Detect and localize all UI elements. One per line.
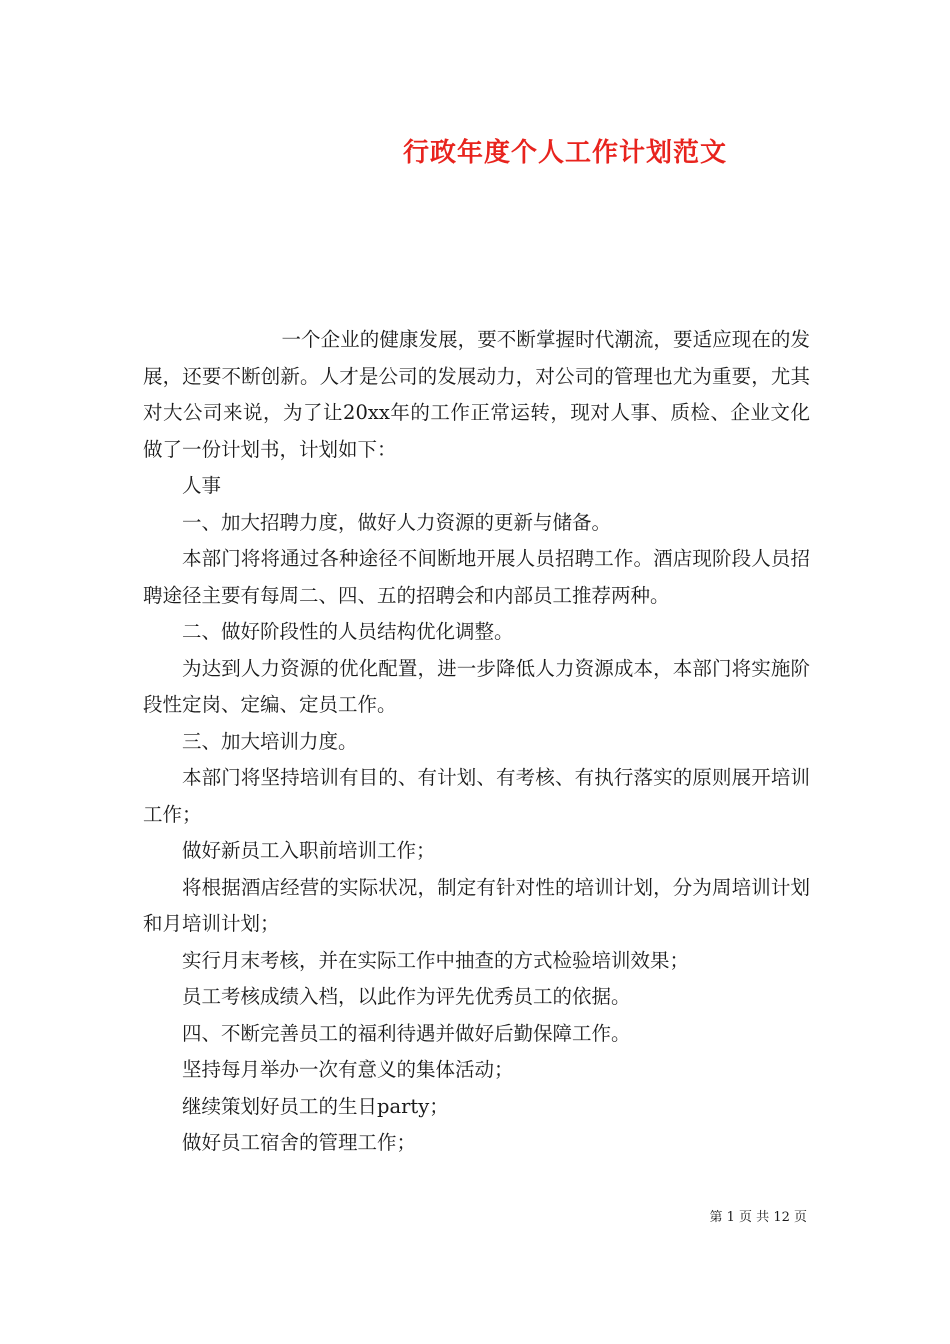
document-title: 行政年度个人工作计划范文 — [402, 138, 727, 168]
paragraph: 做好员工宿舍的管理工作； — [182, 1131, 417, 1154]
subheading: 三、加大培训力度。 — [182, 729, 358, 753]
section-heading: 人事 — [182, 474, 222, 497]
paragraph: 为达到人力资源的优化配置，进一步降低人力资源成本，本部门将实施阶段性定岗、定编、定员工作。 — [143, 656, 810, 716]
paragraph: 将根据酒店经营的实际状况，制定有针对性的培训计划，分为周培训计划和月培训计划； — [143, 875, 810, 935]
document-body — [143, 322, 810, 1162]
paragraph: 实行月末考核，并在实际工作中抽查的方式检验培训效果； — [182, 948, 690, 972]
subheading: 四、不断完善员工的福利待遇并做好后勤保障工作。 — [182, 1021, 631, 1045]
page-number-footer: 第 1 页 共 12 页 — [709, 1210, 807, 1225]
paragraph: 做好新员工入职前培训工作； — [182, 839, 436, 862]
paragraph: 员工考核成绩入档，以此作为评先优秀员工的依据。 — [182, 985, 631, 1008]
paragraph: 本部门将将通过各种途径不间断地开展人员招聘工作。酒店现阶段人员招聘途径主要有每周二、四、五的招聘会和内部员工推荐两种。 — [143, 547, 810, 607]
paragraph: 坚持每月举办一次有意义的集体活动； — [182, 1058, 514, 1081]
subheading: 二、做好阶段性的人员结构优化调整。 — [182, 620, 514, 643]
paragraph: 继续策划好员工的生日party； — [182, 1094, 449, 1118]
subheading: 一、加大招聘力度，做好人力资源的更新与储备。 — [182, 510, 612, 534]
paragraph: 本部门将坚持培训有目的、有计划、有考核、有执行落实的原则展开培训工作； — [143, 766, 810, 826]
paragraph: 一个企业的健康发展，要不断掌握时代潮流，要适应现在的发展，还要不断创新。人才是公司的发展动力，对公司的管理也尤为重要，尤其对大公司来说，为了让20xx年的工作正常运转，现对人事、质检、企业文化做了一份计划书，计划如下： — [143, 328, 810, 461]
